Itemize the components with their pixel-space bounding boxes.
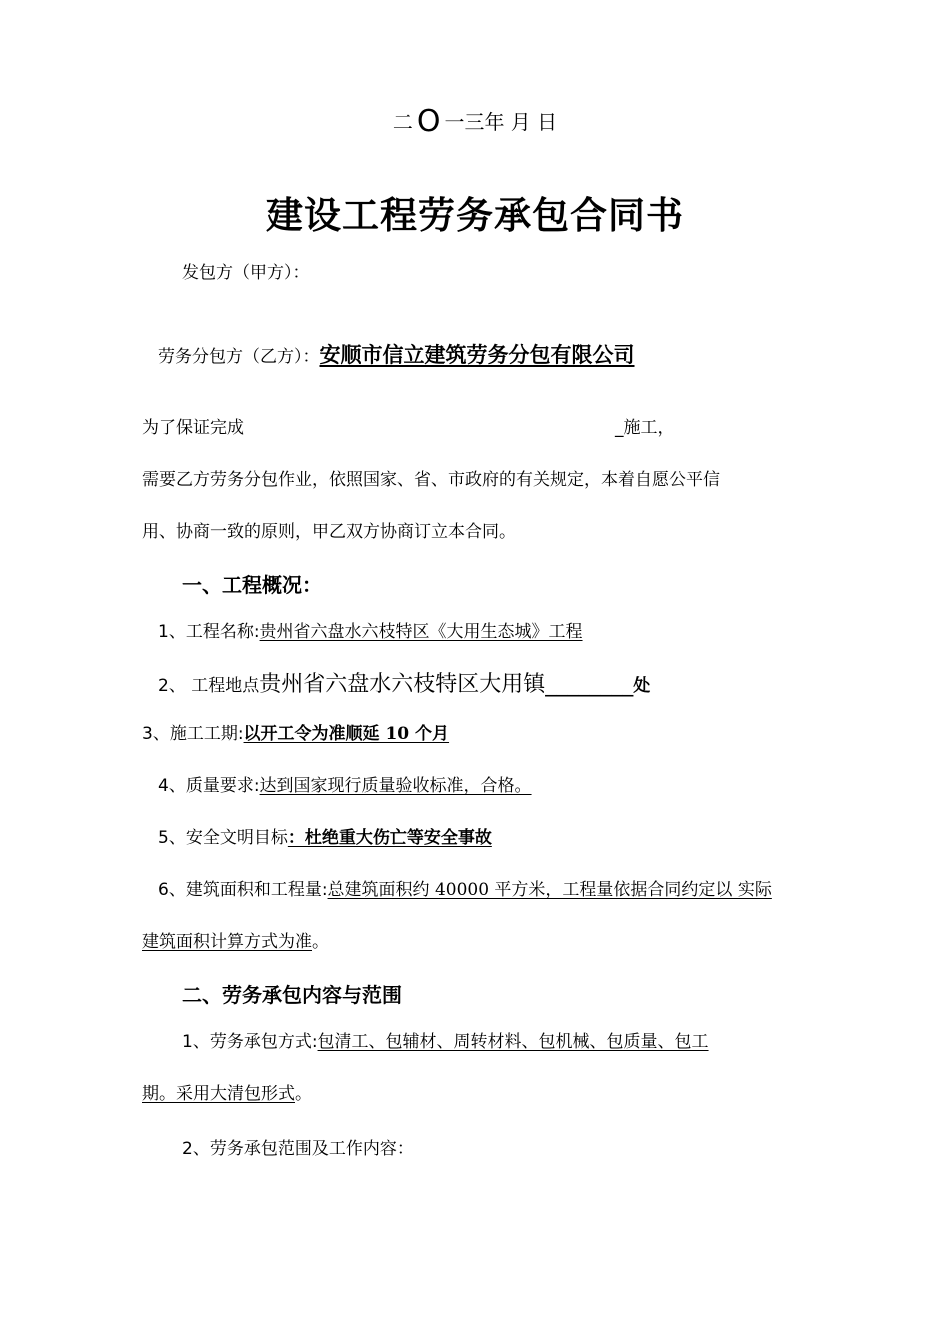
- contract-method-label: 1、劳务承包方式:: [182, 1032, 318, 1052]
- contract-method-line: [182, 1031, 709, 1053]
- area-value2: 建筑面积计算方式为准: [142, 932, 312, 952]
- section2-heading: 二、劳务承包内容与范围: [182, 983, 402, 1007]
- party-b-name: 安顺市信立建筑劳务分包有限公司: [319, 343, 635, 367]
- intro-line2: 需要乙方劳务分包作业，依照国家、省、市政府的有关规定，本着自愿公平信: [142, 470, 720, 490]
- project-name-value: 贵州省六盘水六枝特区《大用生态城》工程: [259, 622, 583, 642]
- project-name-line: [158, 621, 583, 643]
- project-location-label: 2、 工程地点: [158, 676, 260, 696]
- date-part3: 一三年 月 日: [444, 110, 558, 134]
- section1-heading: 一、工程概况：: [182, 573, 322, 597]
- date-part1: 二: [392, 110, 413, 134]
- area-label: 6、建筑面积和工程量:: [158, 880, 328, 900]
- intro-line3: 用、协商一致的原则，甲乙双方协商订立本合同。: [142, 522, 516, 542]
- safety-label: 5、安全文明目标: [158, 828, 288, 848]
- contract-method-value: 包清工、包辅材、周转材料、包机械、包质量、包工: [317, 1032, 709, 1052]
- area-end: 。: [312, 932, 329, 952]
- safety-line: [158, 827, 492, 849]
- contract-method-end: 。: [295, 1084, 312, 1104]
- quality-line: [158, 775, 532, 797]
- safety-value: ：杜绝重大伤亡等安全事故: [287, 828, 492, 848]
- contract-date: [0, 104, 950, 139]
- party-b-label: 劳务分包方（乙方）：: [158, 347, 320, 367]
- quality-value: 达到国家现行质量验收标准，合格。: [259, 776, 532, 796]
- party-b-line: [158, 344, 635, 368]
- construction-period-line: [142, 723, 449, 745]
- date-part2: O: [416, 104, 441, 139]
- construction-period-label: 3、施工工期:: [142, 724, 244, 744]
- quality-label: 4、质量要求:: [158, 776, 260, 796]
- contract-method-value2: 期。采用大清包形式: [142, 1084, 295, 1104]
- construction-period-value: 以开工令为准顺延 10 个月: [243, 724, 450, 744]
- area-value: 总建筑面积约 40000 平方米，工程量依据合同约定以 实际: [327, 880, 772, 900]
- area-line: [158, 879, 772, 901]
- scope-label: 2、劳务承包范围及工作内容：: [182, 1139, 414, 1159]
- area-line2: [142, 931, 329, 953]
- contract-title: 建设工程劳务承包合同书: [266, 194, 684, 237]
- contract-method-line2: [142, 1083, 312, 1105]
- project-location-line: [158, 674, 650, 697]
- intro-line1-end: _施工，: [615, 418, 675, 438]
- project-location-value: 贵州省六盘水六枝特区大用镇________: [259, 672, 634, 697]
- project-location-suffix: 处: [633, 676, 651, 696]
- intro-line1-start: 为了保证完成: [142, 418, 244, 438]
- party-a-label: 发包方（甲方）：: [182, 263, 310, 283]
- project-name-label: 1、工程名称:: [158, 622, 260, 642]
